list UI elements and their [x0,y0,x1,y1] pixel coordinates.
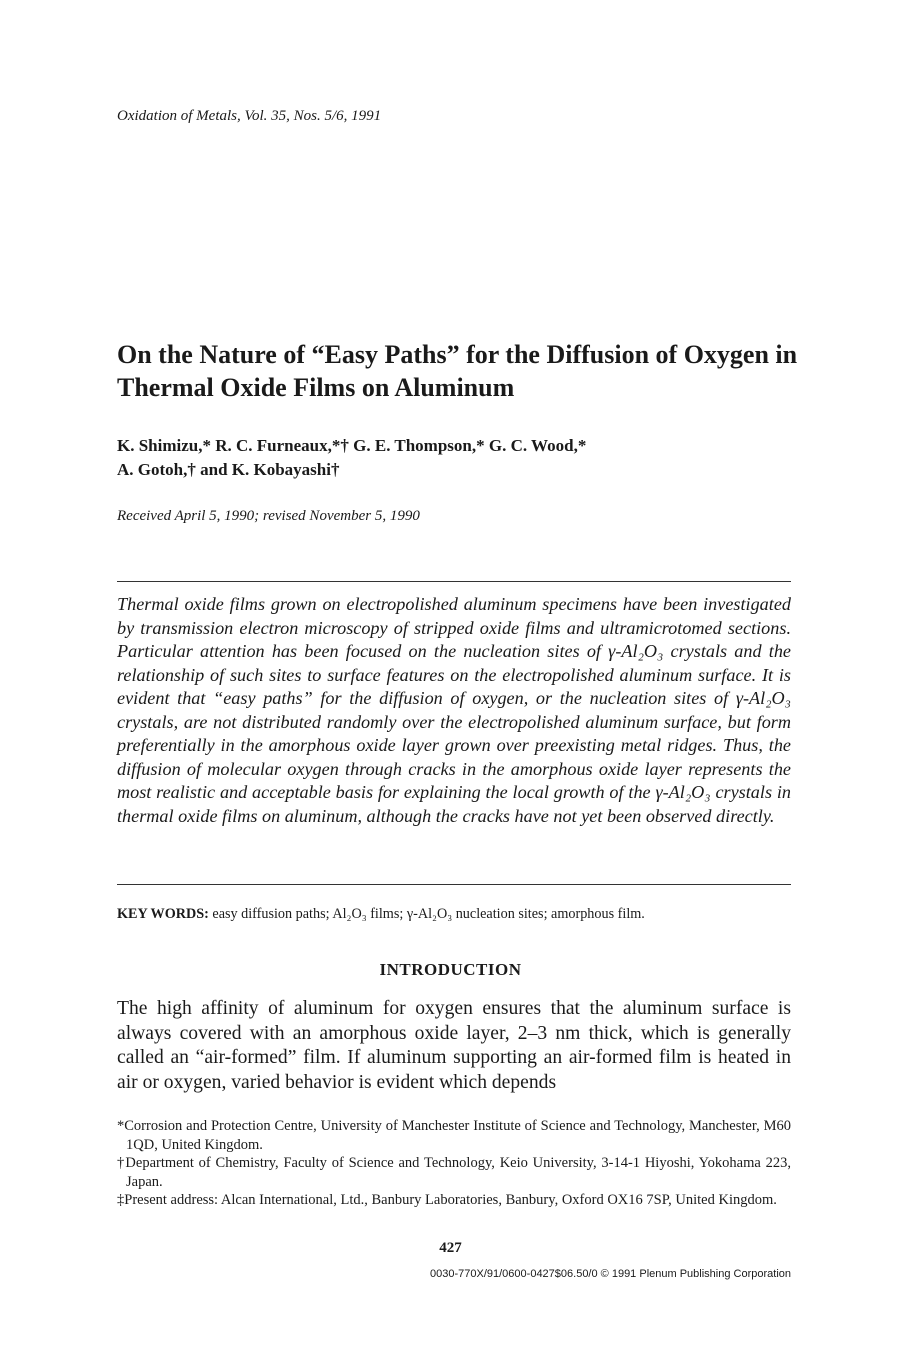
keywords-text: easy diffusion paths; Al₂O₃ films; γ-Al₂O₃ nucleation sites; amorphous film. [212,906,645,922]
footnote-affiliation-umist: *Corrosion and Protection Centre, University of Manchester Institute of Science and Technology, Manchester, M60 1QD, United Kingdom. [117,1118,791,1153]
received-dates: Received April 5, 1990; revised November 5, 1990 [117,508,420,524]
abstract-top-rule [117,581,791,582]
authors-line-2: A. Gotoh,† and K. Kobayashi† [117,460,340,479]
abstract: Thermal oxide films grown on electropolished aluminum specimens have been investigated by transmission electron microscopy of stripped oxide films and ultramicrotomed sections. Particular attention has been focused on the nucleation sites of γ-Al₂O₃ crystals and the relationship of such sites to surface features on the electropolished aluminum surface. It is evident that “easy paths” for the diffusion of oxygen, or the nucleation sites of γ-Al₂O₃ crystals, are not distributed randomly over the electropolished aluminum surface, but form preferentially in the amorphous oxide layer grown over preexisting metal ridges. Thus, the diffusion of molecular oxygen through cracks in the amorphous oxide layer represents the most realistic and acceptable basis for explaining the local growth of the γ-Al₂O₃ crystals in thermal oxide films on aluminum, although the cracks have not yet been observed directly. [117,594,791,826]
journal-citation: Oxidation of Metals, Vol. 35, Nos. 5/6, 1991 [117,108,382,124]
section-heading-introduction: INTRODUCTION [379,960,522,979]
keywords-label: KEY WORDS: [117,906,209,922]
footnotes [117,1117,791,1210]
footnote-present-address: ‡Present address: Alcan International, Ltd., Banbury Laboratories, Banbury, Oxford OX16 7SP, United Kingdom. [117,1192,777,1208]
copyright-line: 0030-770X/91/0600-0427$06.50/0 © 1991 Plenum Publishing Corporation [430,1268,791,1280]
keywords [117,906,797,923]
abstract-bottom-rule [117,884,791,885]
article-title: On the Nature of “Easy Paths” for the Diffusion of Oxygen in Thermal Oxide Films on Aluminum [117,340,798,402]
author-list [117,434,817,482]
footnote-affiliation-keio: †Department of Chemistry, Faculty of Science and Technology, Keio University, 3-14-1 Hiyoshi, Yokohama 223, Japan. [117,1155,791,1190]
page-number: 427 [439,1240,462,1256]
introduction-paragraph: The high affinity of aluminum for oxygen ensures that the aluminum surface is always covered with an amorphous oxide layer, 2–3 nm thick, which is generally called an “air-formed” film. If aluminum supporting an air-formed film is heated in air or oxygen, varied behavior is evident which depends [117,998,791,1093]
authors-line-1: K. Shimizu,* R. C. Furneaux,*† G. E. Thompson,* G. C. Wood,* [117,436,587,455]
